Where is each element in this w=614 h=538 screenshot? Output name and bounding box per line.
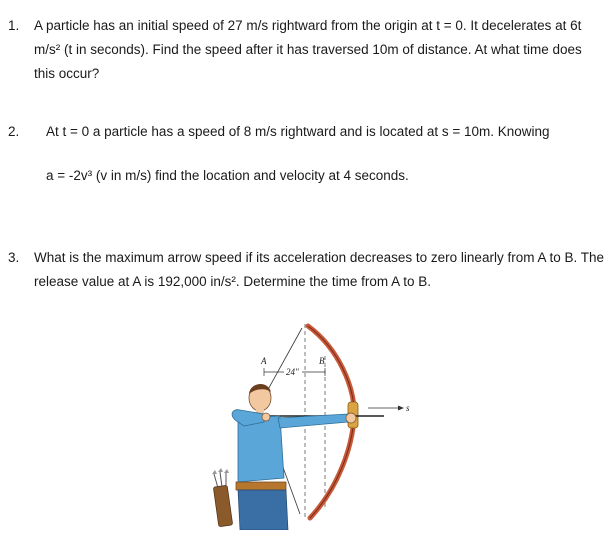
s-axis-label: s [406, 403, 410, 413]
problem-1-number: 1. [8, 18, 20, 33]
problem-3-text: What is the maximum arrow speed if its acceleration decreases to zero linearly from A to B. The release value at A is 192,000 in/s². Determine the time from A to B. [34, 250, 604, 289]
archer-figure [188, 318, 420, 530]
problem-3-number: 3. [8, 250, 20, 265]
archer [212, 384, 356, 530]
s-axis-arrowhead [398, 406, 404, 411]
problem-2-line-2: a = -2v³ (v in m/s) find the location and velocity at 4 seconds. [46, 168, 409, 183]
point-b-label: B [319, 356, 325, 366]
problem-2-line-1: At t = 0 a particle has a speed of 8 m/s rightward and is located at s = 10m. Knowing [46, 124, 550, 139]
problem-2-number: 2. [8, 124, 20, 139]
point-a-label: A [261, 356, 267, 366]
archer-illustration [188, 318, 420, 530]
distance-label: 24" [286, 367, 299, 377]
problem-1-text: A particle has an initial speed of 27 m/s rightward from the origin at t = 0. It decelerates at 6t m/s² (t in seconds). Find the speed after it has traversed 10m of distance. At what time does this occur? [34, 18, 582, 81]
